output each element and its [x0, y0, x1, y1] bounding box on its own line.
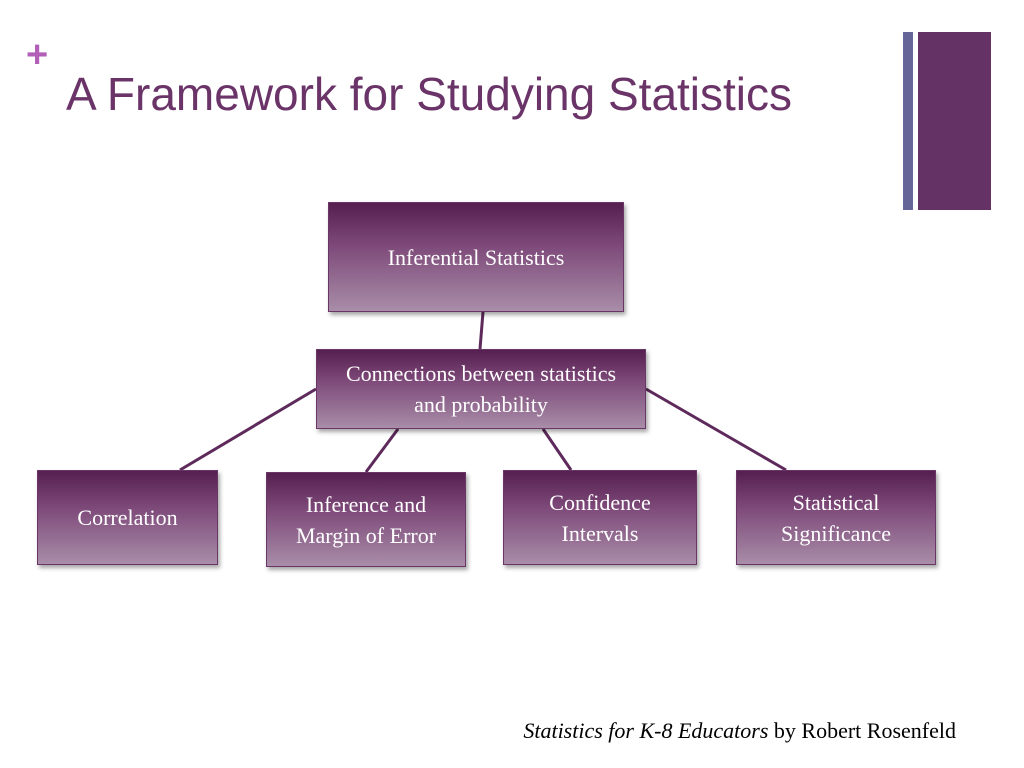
node-inference-margin-of-error: Inference and Margin of Error — [266, 472, 466, 567]
connector-middle-correlation — [180, 389, 316, 470]
node-inferential-statistics: Inferential Statistics — [328, 202, 624, 312]
connector-middle-inference — [366, 429, 398, 472]
node-connections: Connections between statistics and probability — [316, 349, 646, 429]
connector-middle-significance — [646, 389, 786, 470]
node-statistical-significance: Statistical Significance — [736, 470, 936, 565]
plus-icon: + — [26, 34, 49, 76]
connector-middle-confidence — [543, 429, 571, 470]
connector-root-middle — [480, 312, 483, 349]
slide-title: A Framework for Studying Statistics — [66, 68, 793, 120]
citation — [523, 718, 956, 744]
citation-byline: by Robert Rosenfeld — [768, 718, 956, 743]
node-confidence-intervals: Confidence Intervals — [503, 470, 697, 565]
node-correlation: Correlation — [37, 470, 218, 565]
book-title: Statistics for K-8 Educators — [523, 718, 769, 743]
